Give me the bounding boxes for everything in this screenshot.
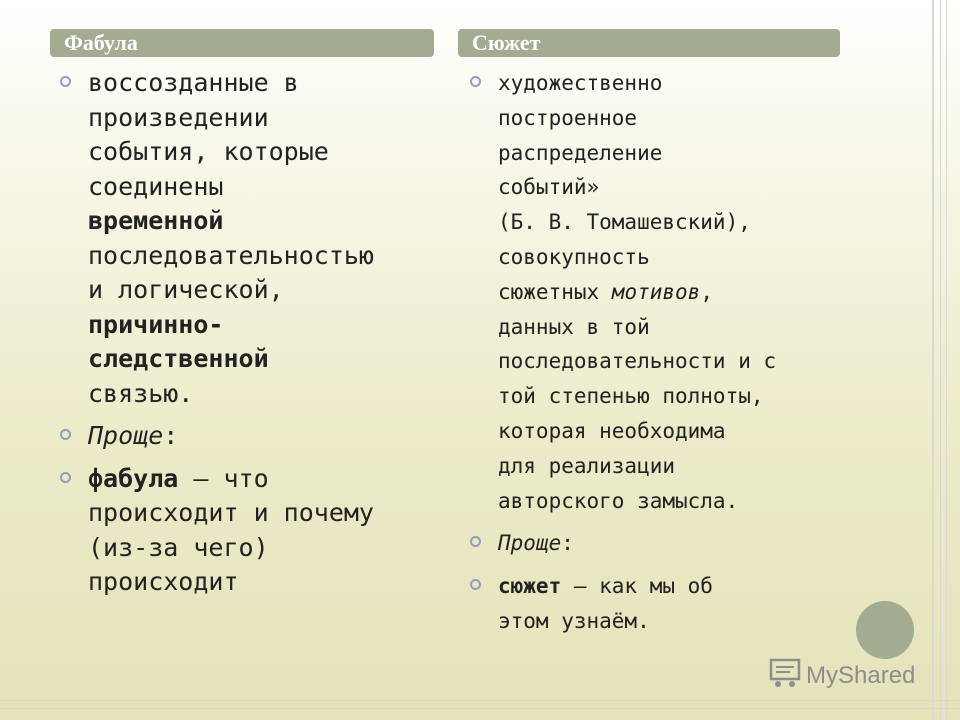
text-line: (из-за чего) xyxy=(88,532,269,562)
text-line: происходит и почему xyxy=(88,498,374,527)
ring-bullet-icon xyxy=(470,579,481,590)
text-line: воссозданные в xyxy=(88,68,299,97)
text-line: последовательности и с xyxy=(498,349,777,374)
left-column xyxy=(60,66,430,608)
text-line: этом узнаём. xyxy=(498,608,650,633)
bold-term: временной xyxy=(88,206,224,235)
text-line xyxy=(498,275,850,310)
text-line: (Б. В. Томашевский), xyxy=(498,210,751,235)
text-line: той степенью полноты, xyxy=(498,384,764,409)
bold-term: следственной xyxy=(88,344,269,373)
right-column-header: Сюжет xyxy=(458,29,840,57)
ring-bullet-icon xyxy=(470,76,481,87)
text-line: события, которые xyxy=(88,137,329,166)
text-line: происходит xyxy=(88,567,239,596)
ring-bullet-icon xyxy=(60,76,71,87)
text-line: данных в той xyxy=(498,314,650,339)
list-item xyxy=(60,66,430,411)
text-fragment: — что xyxy=(178,463,269,493)
slideshow-cart-icon xyxy=(768,657,802,696)
text-fragment: — как мы об xyxy=(561,574,713,599)
text-line: которая необходима xyxy=(498,418,726,443)
frame-line xyxy=(940,0,941,720)
text-fragment: сюжетных xyxy=(498,279,612,304)
text-fragment: : xyxy=(561,531,574,556)
italic-term: мотивов xyxy=(611,279,701,304)
list-item xyxy=(60,462,430,600)
italic-term: Проще xyxy=(498,531,562,556)
left-column-header: Фабула xyxy=(50,29,434,57)
text-line: произведении xyxy=(88,102,269,132)
list-item xyxy=(470,526,850,561)
frame-line xyxy=(932,0,934,720)
frame-line xyxy=(0,708,960,709)
text-line: совокупность xyxy=(498,244,650,269)
text-line: связью. xyxy=(88,378,194,408)
text-line: событий» xyxy=(498,175,600,200)
right-column xyxy=(470,66,850,647)
ring-bullet-icon xyxy=(60,429,71,440)
frame-line xyxy=(0,700,960,701)
text-line: распределение xyxy=(498,140,663,165)
text-line: для реализации xyxy=(498,453,676,478)
text-line: соединены xyxy=(88,171,224,201)
text-line: построенное xyxy=(498,105,638,130)
list-item xyxy=(60,419,430,454)
frame-line xyxy=(946,0,947,720)
text-fragment: , xyxy=(700,279,713,304)
watermark-logo xyxy=(768,656,915,696)
list-item xyxy=(470,66,850,518)
list-item xyxy=(470,569,850,639)
text-line: художественно xyxy=(498,71,663,95)
ring-bullet-icon xyxy=(60,472,71,483)
italic-term: Проще xyxy=(88,421,164,450)
ring-bullet-icon xyxy=(470,536,481,547)
text-fragment: : xyxy=(163,421,179,450)
bold-term: сюжет xyxy=(498,574,562,599)
decorative-circle xyxy=(856,601,914,659)
bold-term: фабула xyxy=(88,463,179,493)
text-line: авторского замысла. xyxy=(498,488,739,513)
bold-term: причинно- xyxy=(88,309,224,339)
text-line: последовательностью xyxy=(88,240,374,270)
watermark-text: MyShared xyxy=(806,662,916,689)
text-line: и логической, xyxy=(88,275,284,304)
